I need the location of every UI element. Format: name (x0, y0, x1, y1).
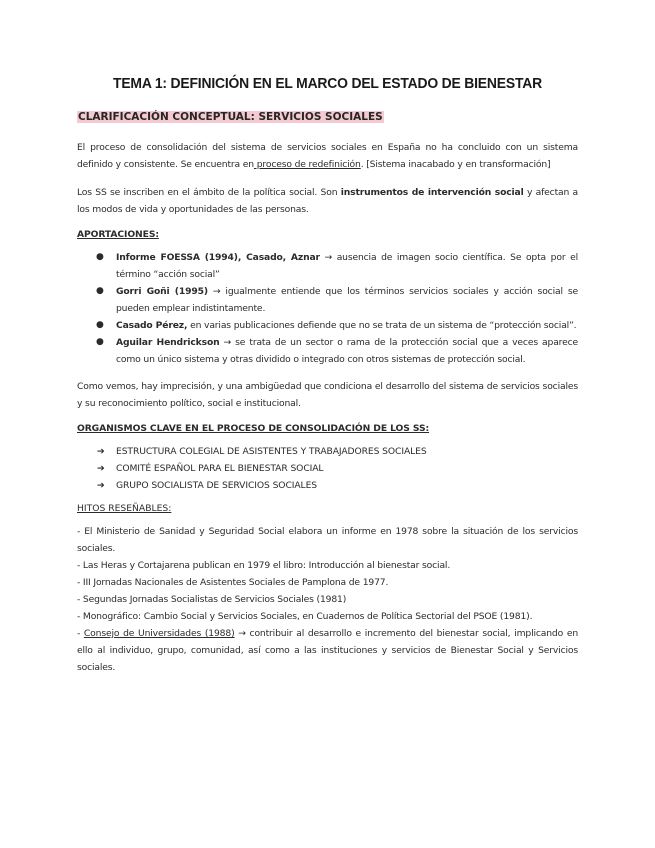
intro-p1-text-b: . [Sistema inacabado y en transformación] (360, 159, 551, 170)
section-heading (77, 110, 578, 125)
hito-item: - El Ministerio de Sanidad y Seguridad Social elabora un informe en 1978 sobre la situación de los servicios sociales. (77, 526, 578, 554)
item-bold: Gorri Goñi (1995) (116, 286, 208, 297)
item-text: en varias publicaciones defiende que no se trata de un sistema de “protección social”. (187, 320, 577, 331)
list-item (77, 443, 578, 460)
list-item (77, 317, 578, 334)
arrow-icon: ➔ (97, 446, 105, 457)
aportaciones-list (77, 249, 578, 368)
intro-p2-bold: instrumentos de intervención social (340, 187, 524, 198)
item-text: → ausencia de imagen socio científica. Se opta por el término “acción social” (116, 252, 578, 280)
item-bold: Informe FOESSA (1994), Casado, Aznar (116, 252, 320, 263)
hito-item: - Monográfico: Cambio Social y Servicios Sociales, en Cuadernos de Política Sectorial del PSOE (1981). (77, 611, 533, 622)
arrow-icon: ➔ (97, 480, 105, 491)
intro-p2-text-a: Los SS se inscriben en el ámbito de la política social. Son (77, 187, 341, 198)
bullet-icon: ● (96, 337, 104, 347)
hito-text: → contribuir al desarrollo e incremento del bienestar social, implicando en ello al individuo, grupo, comunidad, así como a las instituciones y servicios de Bienestar Social y Servicios sociales. (77, 628, 578, 673)
hitos-list (77, 523, 578, 676)
item-text: GRUPO SOCIALISTA DE SERVICIOS SOCIALES (116, 480, 318, 491)
hito-item: - Las Heras y Cortajarena publican en 1979 el libro: Introducción al bienestar social. (77, 560, 451, 571)
hitos-heading: HITOS RESEÑABLES: (77, 503, 172, 514)
item-text: ESTRUCTURA COLEGIAL DE ASISTENTES Y TRABAJADORES SOCIALES (116, 446, 427, 457)
hito-item: - III Jornadas Nacionales de Asistentes Sociales de Pamplona de 1977. (77, 577, 389, 588)
summary-paragraph: Como vemos, hay imprecisión, y una ambigüedad que condiciona el desarrollo del sistema de servicios sociales y su reconocimiento político, social e institucional. (77, 381, 578, 409)
item-text: → se trata de un sector o rama de la protección social que a veces aparece como un único sistema y otras dividido o integrado con otros sistemas de protección social. (116, 337, 579, 365)
list-item (77, 477, 578, 494)
hito-prefix: - (77, 628, 84, 639)
aportaciones-heading: APORTACIONES: (77, 229, 159, 240)
item-text: COMITÉ ESPAÑOL PARA EL BIENESTAR SOCIAL (116, 463, 324, 474)
hito-item: - Segundas Jornadas Socialistas de Servicios Sociales (1981) (77, 594, 347, 605)
hito-item (77, 625, 578, 676)
bullet-icon: ● (96, 286, 104, 296)
intro-p2-text-b: y afectan a los modos de vida y oportunidades de las personas. (77, 187, 579, 215)
list-item (77, 249, 578, 283)
consejo-universidades-underlined: Consejo de Universidades (1988) (83, 628, 235, 639)
list-item (77, 334, 578, 368)
intro-p1-text-a: El proceso de consolidación del sistema de servicios sociales en España no ha concluido con un sistema definido y consistente. Se encuentra en (77, 142, 578, 170)
list-item (77, 283, 578, 317)
bullet-icon: ● (96, 320, 104, 330)
item-text: → igualmente entiende que los términos servicios sociales y acción social se pueden emplear indistintamente. (116, 286, 578, 314)
bullet-icon: ● (96, 252, 104, 262)
item-bold: Casado Pérez, (116, 320, 188, 331)
organismos-list (77, 443, 578, 494)
list-item (77, 460, 578, 477)
intro-paragraph-1 (77, 139, 578, 173)
arrow-icon: ➔ (97, 463, 105, 474)
item-bold: Aguilar Hendrickson (116, 337, 220, 348)
intro-paragraph-2 (77, 184, 578, 218)
section-heading-text: CLARIFICACIÓN CONCEPTUAL: SERVICIOS SOCIALES (78, 111, 383, 123)
proceso-redefinicion-underlined: proceso de redefinición (253, 159, 361, 170)
document-title: TEMA 1: DEFINICIÓN EN EL MARCO DEL ESTADO DE BIENESTAR (113, 76, 542, 92)
organismos-heading: ORGANISMOS CLAVE EN EL PROCESO DE CONSOLIDACIÓN DE LOS SS: (77, 423, 430, 434)
